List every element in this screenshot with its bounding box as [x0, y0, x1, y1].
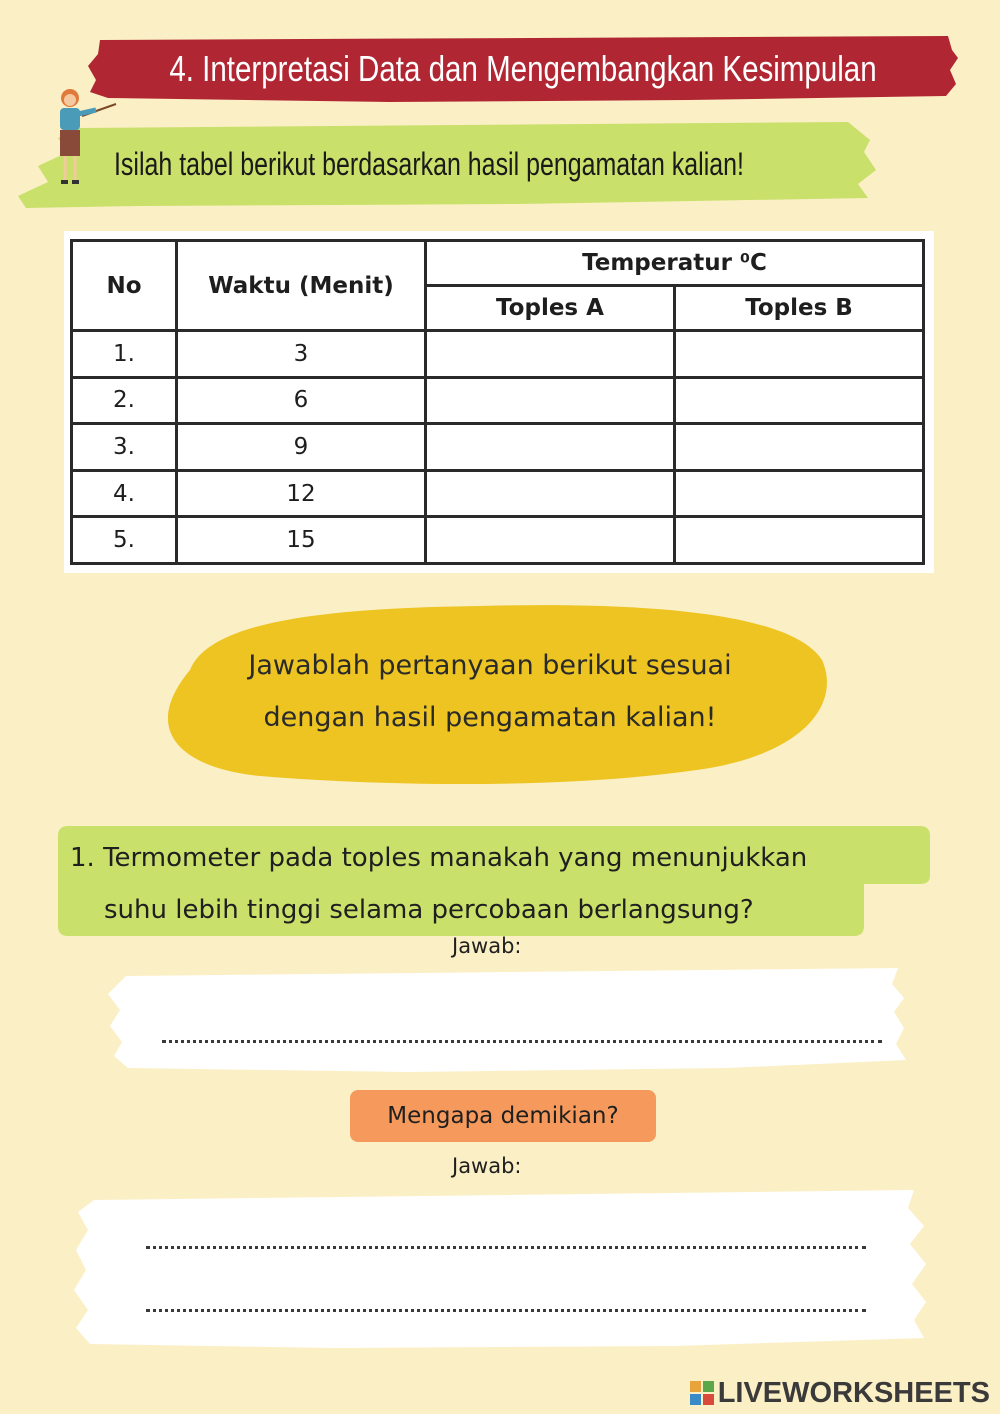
liveworksheets-logo-icon — [690, 1381, 714, 1405]
jar-b-input-cell[interactable] — [675, 517, 924, 564]
row-time: 6 — [177, 377, 426, 424]
header-jar-b: Toples B — [675, 286, 924, 331]
jar-b-input-cell[interactable] — [675, 470, 924, 517]
title-banner — [88, 36, 958, 102]
table-row — [72, 470, 924, 517]
row-time: 9 — [177, 424, 426, 471]
data-table-container — [64, 231, 934, 573]
row-no: 2. — [72, 377, 177, 424]
jar-b-input-cell[interactable] — [675, 424, 924, 471]
answer-1-line[interactable] — [162, 1040, 882, 1043]
teacher-pointing-icon — [50, 86, 120, 186]
jar-a-input-cell[interactable] — [426, 470, 675, 517]
prompt-text — [150, 640, 830, 744]
row-time: 15 — [177, 517, 426, 564]
question-1-line-2: suhu lebih tinggi selama percobaan berlangsung? — [104, 895, 754, 925]
answer-2-area[interactable] — [74, 1190, 928, 1348]
prompt-line-2: dengan hasil pengamatan kalian! — [263, 702, 717, 733]
brand-logo — [690, 1376, 990, 1410]
table-row — [72, 377, 924, 424]
brand-text: LIVEWORKSHEETS — [717, 1376, 990, 1409]
prompt-blob — [150, 600, 830, 786]
page-title: 4. Interpretasi Data dan Mengembangkan Kesimpulan — [169, 48, 877, 89]
row-time: 12 — [177, 470, 426, 517]
prompt-line-1: Jawablah pertanyaan berikut sesuai — [248, 650, 732, 681]
row-no: 3. — [72, 424, 177, 471]
header-jar-a: Toples A — [426, 286, 675, 331]
row-time: 3 — [177, 331, 426, 378]
header-no: No — [72, 241, 177, 331]
table-row — [72, 517, 924, 564]
answer-1-label: Jawab: — [452, 934, 522, 958]
jar-a-input-cell[interactable] — [426, 517, 675, 564]
temperature-table — [70, 239, 925, 565]
answer-2-line-2[interactable] — [146, 1309, 866, 1312]
table-row — [72, 424, 924, 471]
why-label: Mengapa demikian? — [350, 1090, 656, 1142]
answer-2-label: Jawab: — [452, 1154, 522, 1178]
table-row — [72, 331, 924, 378]
question-1-text — [70, 832, 930, 936]
question-1-box — [58, 826, 930, 938]
row-no: 4. — [72, 470, 177, 517]
answer-1-area[interactable] — [108, 968, 908, 1072]
jar-a-input-cell[interactable] — [426, 377, 675, 424]
row-no: 1. — [72, 331, 177, 378]
instruction-text: Isilah tabel berikut berdasarkan hasil pengamatan kalian! — [114, 145, 744, 182]
jar-b-input-cell[interactable] — [675, 331, 924, 378]
answer-2-line-1[interactable] — [146, 1246, 866, 1249]
header-temperature: Temperatur ⁰C — [426, 241, 924, 286]
header-time: Waktu (Menit) — [177, 241, 426, 331]
question-1-line-1: 1. Termometer pada toples manakah yang menunjukkan — [70, 843, 808, 873]
row-no: 5. — [72, 517, 177, 564]
instruction-banner — [18, 122, 878, 208]
jar-b-input-cell[interactable] — [675, 377, 924, 424]
jar-a-input-cell[interactable] — [426, 331, 675, 378]
jar-a-input-cell[interactable] — [426, 424, 675, 471]
